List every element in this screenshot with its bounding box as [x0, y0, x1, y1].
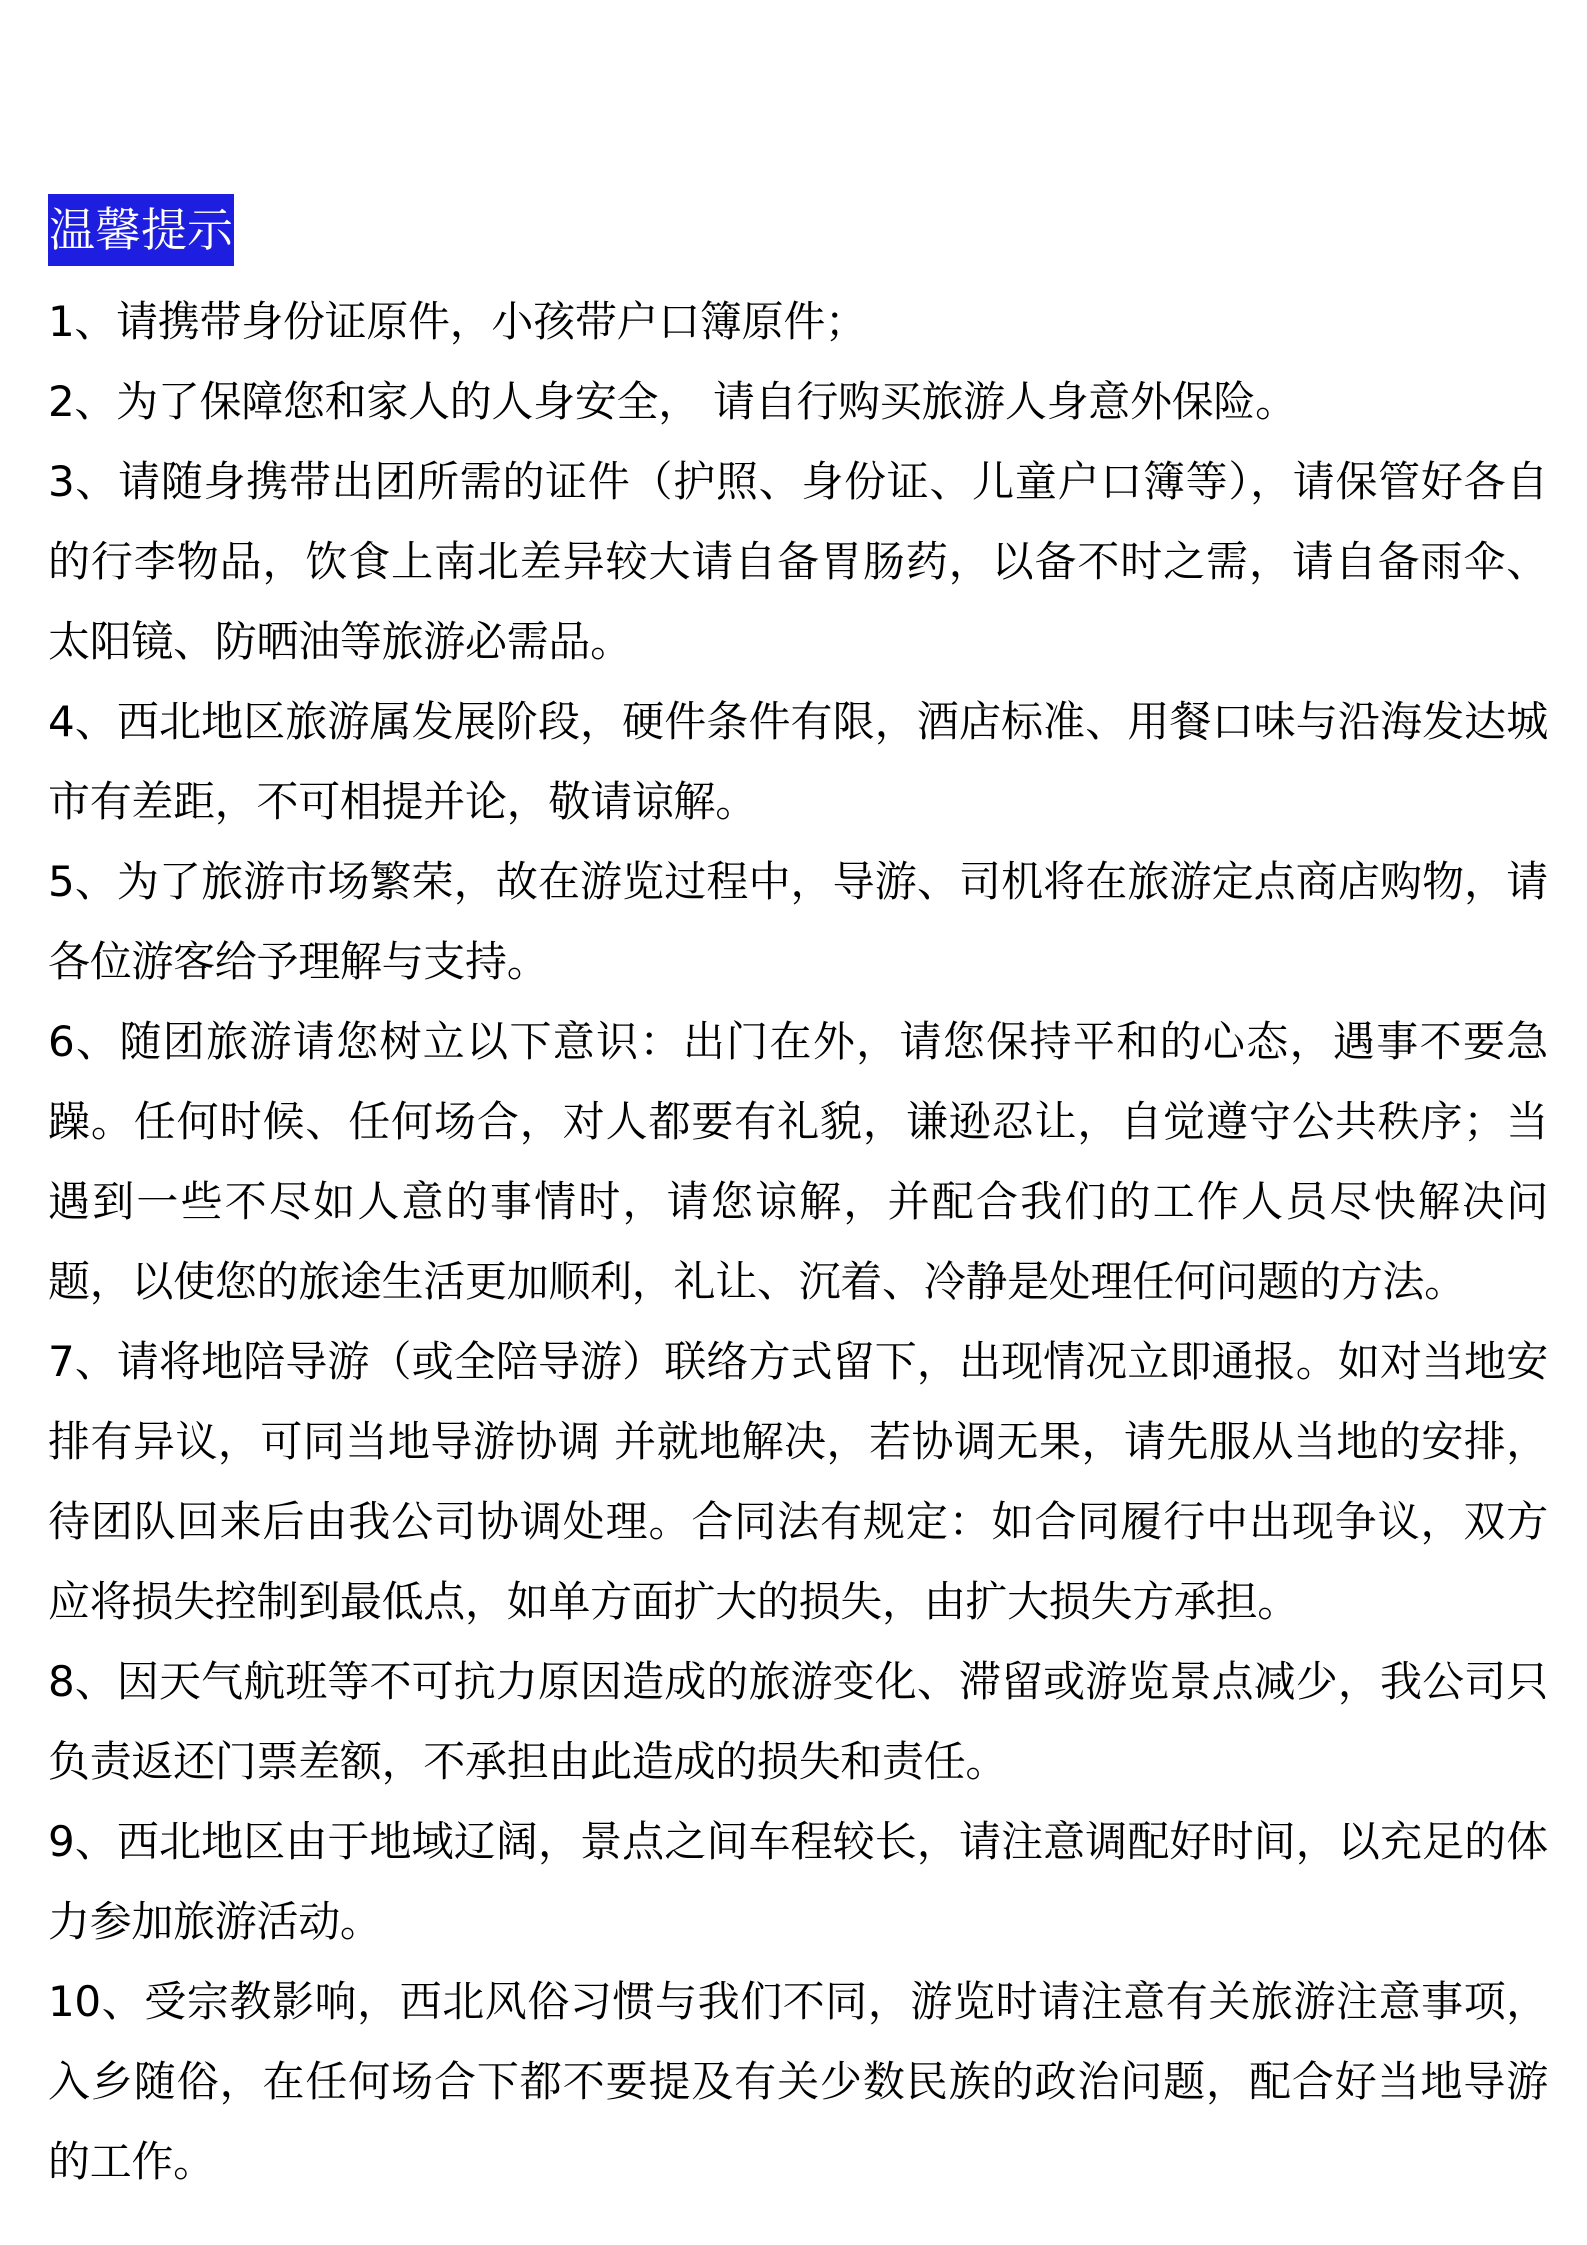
tips-list	[48, 282, 1548, 2202]
tip-item: 3、请随身携带出团所需的证件（护照、身份证、儿童户口簿等），请保管好各自的行李物品，饮食上南北差异较大请自备胃肠药，以备不时之需，请自备雨伞、太阳镜、防晒油等旅游必需品。	[48, 457, 1548, 666]
section-heading: 温馨提示	[48, 194, 234, 266]
tip-item: 5、为了旅游市场繁荣，故在游览过程中，导游、司机将在旅游定点商店购物，请各位游客给予理解与支持。	[48, 857, 1548, 986]
tip-item: 10、受宗教影响，西北风俗习惯与我们不同，游览时请注意有关旅游注意事项，入乡随俗，在任何场合下都不要提及有关少数民族的政治问题，配合好当地导游的工作。	[48, 1977, 1548, 2186]
tip-item: 2、为了保障您和家人的人身安全， 请自行购买旅游人身意外保险。	[48, 377, 1297, 426]
tip-item: 4、西北地区旅游属发展阶段，硬件条件有限，酒店标准、用餐口味与沿海发达城市有差距，不可相提并论，敬请谅解。	[48, 697, 1548, 826]
document-content	[48, 194, 1548, 2202]
tip-item: 6、随团旅游请您树立以下意识：出门在外，请您保持平和的心态，遇事不要急躁。任何时候、任何场合，对人都要有礼貌，谦逊忍让，自觉遵守公共秩序；当遇到一些不尽如人意的事情时，请您谅解，并配合我们的工作人员尽快解决问题，以使您的旅途生活更加顺利，礼让、沉着、冷静是处理任何问题的方法。	[48, 1017, 1548, 1306]
tip-item: 7、请将地陪导游（或全陪导游）联络方式留下，出现情况立即通报。如对当地安排有异议，可同当地导游协调 并就地解决，若协调无果，请先服从当地的安排，待团队回来后由我公司协调处理。合同法有规定：如合同履行中出现争议，双方应将损失控制到最低点，如单方面扩大的损失，由扩大损失方承担。	[48, 1337, 1548, 1626]
tip-item: 9、西北地区由于地域辽阔，景点之间车程较长，请注意调配好时间，以充足的体力参加旅游活动。	[48, 1817, 1548, 1946]
tip-item: 8、因天气航班等不可抗力原因造成的旅游变化、滞留或游览景点减少，我公司只负责返还门票差额，不承担由此造成的损失和责任。	[48, 1657, 1548, 1786]
tip-item: 1、请携带身份证原件，小孩带户口簿原件；	[48, 297, 867, 346]
